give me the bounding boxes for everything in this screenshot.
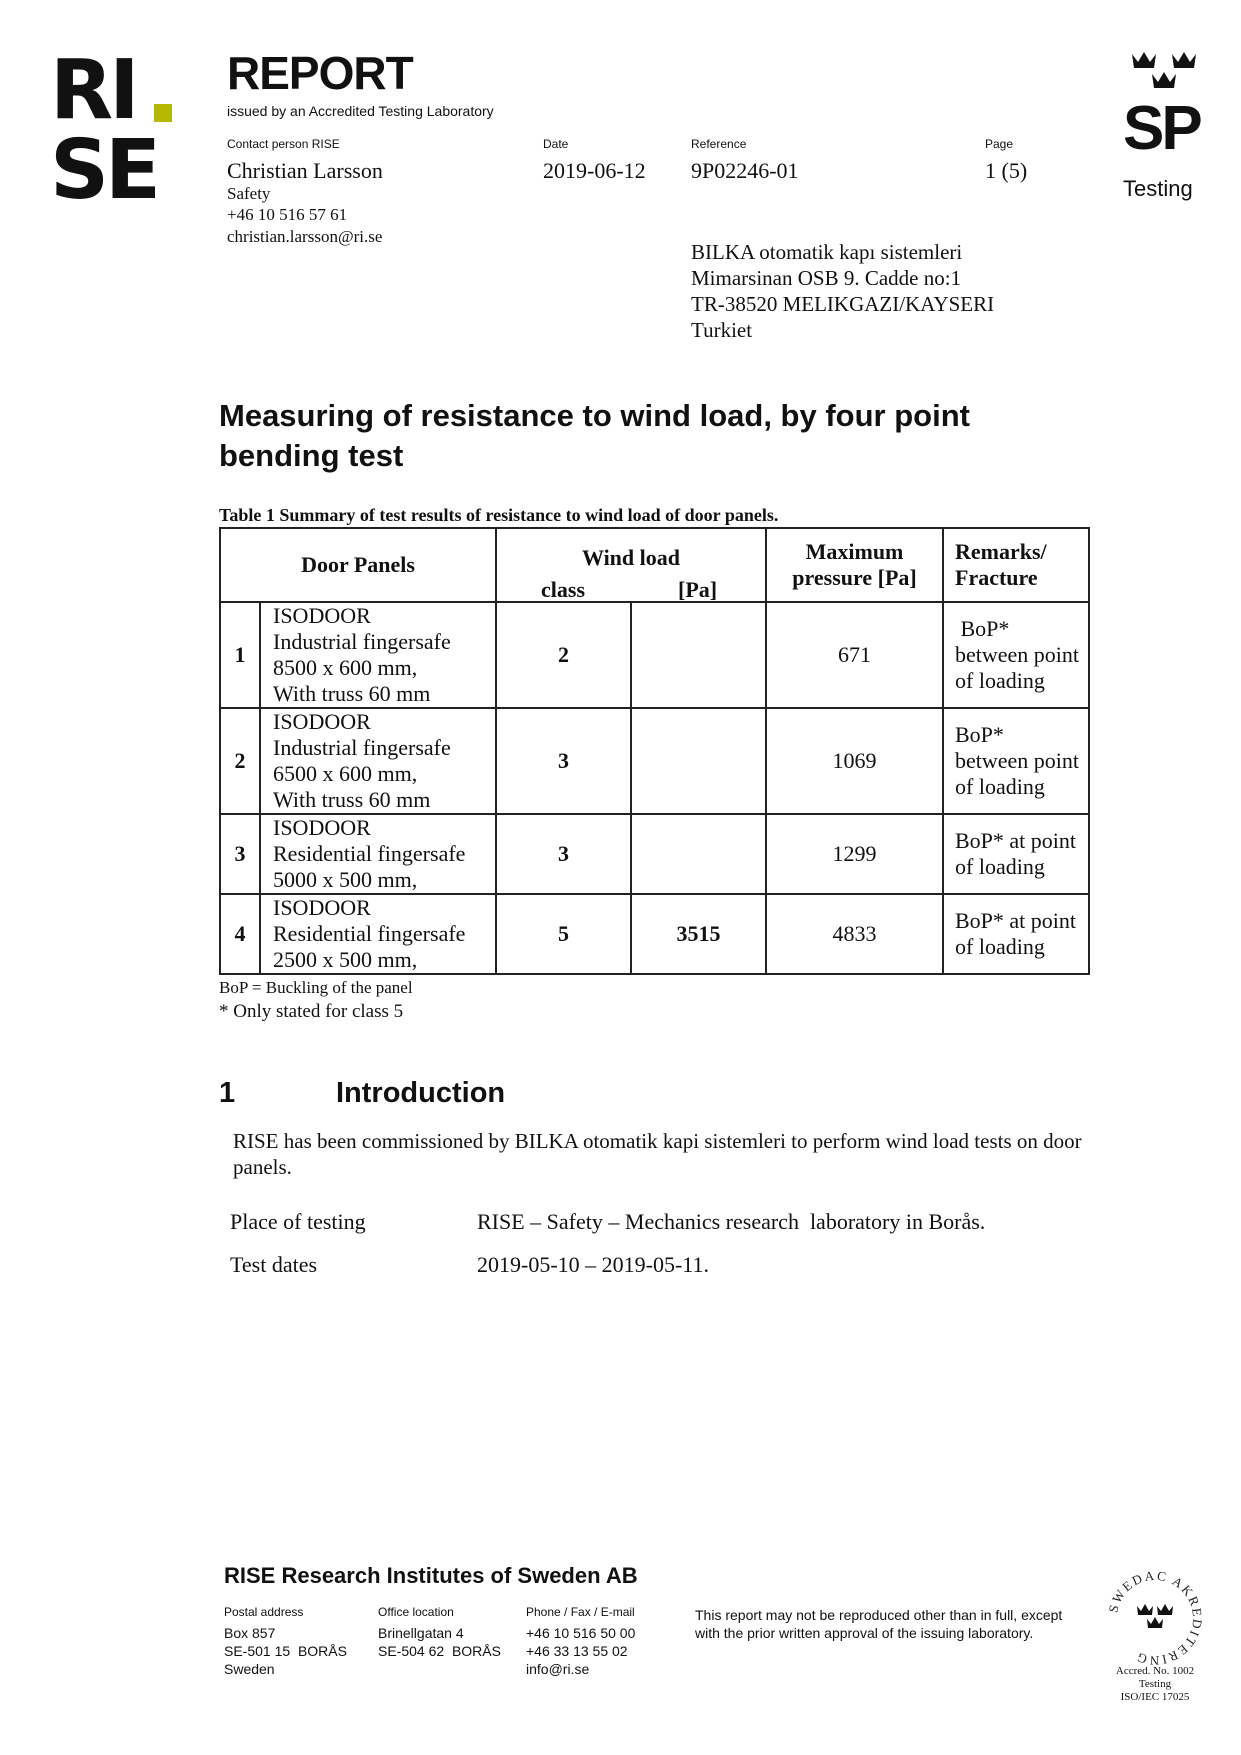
- panel-line: ISODOOR: [273, 709, 371, 734]
- report-title: REPORT: [227, 47, 413, 99]
- row-panel: [260, 894, 496, 974]
- header-wind-load: [496, 528, 766, 602]
- row-pa: [631, 708, 766, 814]
- accred-line: ISO/IEC 17025: [1120, 1691, 1190, 1703]
- contact-dept: Safety: [227, 184, 271, 203]
- remarks-line: of loading: [955, 854, 1045, 879]
- rise-logo-line2: SE: [50, 123, 158, 218]
- header-max-pressure-1: Maximum: [805, 539, 904, 564]
- sp-logo-sub: Testing: [1123, 176, 1193, 201]
- row-max-pressure: 1299: [766, 814, 943, 894]
- remarks-line: of loading: [955, 934, 1045, 959]
- test-dates-value: 2019-05-10 – 2019-05-11.: [477, 1252, 709, 1277]
- table-note-bop: BoP = Buckling of the panel: [219, 978, 413, 997]
- footer-line[interactable]: info@ri.se: [526, 1661, 590, 1677]
- panel-line: Industrial fingersafe: [273, 629, 451, 654]
- rise-logo: [50, 43, 182, 218]
- page-label: Page: [985, 137, 1014, 151]
- recipient-address: [691, 239, 994, 343]
- footer-postal-label: Postal address: [224, 1605, 304, 1619]
- accred-line: Accred. No. 1002: [1115, 1665, 1195, 1677]
- report-subtitle: issued by an Accredited Testing Laboratory: [227, 103, 494, 119]
- header-remarks-1: Remarks/: [955, 539, 1047, 564]
- recipient-line: Turkiet: [691, 318, 753, 342]
- row-class: 5: [496, 894, 631, 974]
- reference-label: Reference: [691, 137, 747, 151]
- footer-line: Box 857: [224, 1625, 276, 1641]
- panel-line: Residential fingersafe: [273, 921, 466, 946]
- row-remarks: [943, 708, 1089, 814]
- table-header-row: [220, 528, 1089, 602]
- header-remarks: [943, 528, 1089, 602]
- header-door-panels: Door Panels: [220, 528, 496, 602]
- row-remarks: [943, 814, 1089, 894]
- remarks-line: of loading: [955, 774, 1045, 799]
- header-wind-load-label: Wind load: [581, 545, 681, 570]
- table-row: [220, 894, 1089, 974]
- footer-phone-fax-email: [526, 1624, 635, 1678]
- accreditation-info: [1100, 1665, 1210, 1704]
- footer-office-label: Office location: [378, 1605, 454, 1619]
- row-number: 1: [220, 602, 260, 708]
- panel-line: Residential fingersafe: [273, 841, 466, 866]
- header-max-pressure-2: pressure [Pa]: [792, 565, 917, 590]
- row-panel: [260, 814, 496, 894]
- footer-line: Brinellgatan 4: [378, 1625, 464, 1641]
- remarks-line: between point: [955, 748, 1080, 773]
- rise-logo-line1: RI: [50, 43, 136, 138]
- panel-line: Industrial fingersafe: [273, 735, 451, 760]
- svg-text:SWEDAC AKREDITERING: SWEDAC AKREDITERING: [1105, 1568, 1205, 1668]
- table-row: [220, 814, 1089, 894]
- row-remarks: [943, 602, 1089, 708]
- panel-line: With truss 60 mm: [273, 681, 431, 706]
- header-max-pressure: [766, 528, 943, 602]
- panel-line: ISODOOR: [273, 895, 371, 920]
- contact-label: Contact person RISE: [227, 137, 340, 151]
- table-note-class5: * Only stated for class 5: [219, 1001, 404, 1022]
- row-panel: [260, 708, 496, 814]
- footer-line: +46 10 516 50 00: [526, 1625, 636, 1641]
- footer-line: Sweden: [224, 1661, 275, 1677]
- footer-disclaimer: This report may not be reproduced other than in full, except with the prior written approval of the issuing laboratory.: [695, 1607, 1063, 1641]
- recipient-line: TR-38520 MELIKGAZI/KAYSERI: [691, 292, 995, 316]
- footer-phone-label: Phone / Fax / E-mail: [526, 1605, 635, 1619]
- row-number: 3: [220, 814, 260, 894]
- reference-value: 9P02246-01: [691, 158, 799, 183]
- table-row: [220, 602, 1089, 708]
- panel-line: With truss 60 mm: [273, 787, 431, 812]
- contact-phone: +46 10 516 57 61: [227, 205, 348, 224]
- row-max-pressure: 671: [766, 602, 943, 708]
- row-class: 3: [496, 708, 631, 814]
- row-panel: [260, 602, 496, 708]
- panel-line: ISODOOR: [273, 815, 371, 840]
- sp-logo: [1120, 50, 1210, 210]
- contact-name: Christian Larsson: [227, 158, 383, 183]
- row-number: 2: [220, 708, 260, 814]
- remarks-line: BoP*: [955, 616, 1010, 641]
- place-of-testing-value: RISE – Safety – Mechanics research laboratory in Borås.: [477, 1209, 986, 1234]
- three-crowns-icon: [1128, 50, 1208, 98]
- document-title: Measuring of resistance to wind load, by four point bending test: [219, 398, 970, 473]
- remarks-line: between point: [955, 642, 1080, 667]
- panel-line: 6500 x 600 mm,: [273, 761, 418, 786]
- footer-line: +46 33 13 55 02: [526, 1643, 628, 1659]
- remarks-line: BoP* at point: [955, 908, 1077, 933]
- test-dates-label: Test dates: [230, 1252, 318, 1277]
- accred-line: Testing: [1138, 1678, 1172, 1690]
- swedac-seal-icon: [1105, 1568, 1205, 1668]
- footer-office-location: [378, 1624, 501, 1660]
- section-title: Introduction: [336, 1077, 506, 1109]
- recipient-line: Mimarsinan OSB 9. Cadde no:1: [691, 266, 962, 290]
- results-table: [219, 527, 1090, 975]
- page-value: 1 (5): [985, 158, 1028, 183]
- table-caption: Table 1 Summary of test results of resistance to wind load of door panels.: [219, 505, 779, 525]
- place-of-testing-label: Place of testing: [230, 1209, 366, 1234]
- row-remarks: [943, 894, 1089, 974]
- row-class: 2: [496, 602, 631, 708]
- panel-line: ISODOOR: [273, 603, 371, 628]
- section-body: RISE has been commissioned by BILKA otomatik kapi sistemleri to perform wind load tests on door panels.: [233, 1129, 1082, 1179]
- footer-company: RISE Research Institutes of Sweden AB: [224, 1563, 638, 1588]
- footer-postal-address: [224, 1624, 347, 1678]
- rise-logo-dot: [154, 104, 172, 122]
- table-row: [220, 708, 1089, 814]
- remarks-line: BoP*: [955, 722, 1004, 747]
- header-pa: [Pa]: [678, 577, 718, 602]
- row-pa: [631, 814, 766, 894]
- section-number: 1: [219, 1077, 236, 1109]
- row-max-pressure: 4833: [766, 894, 943, 974]
- panel-line: 5000 x 500 mm,: [273, 867, 418, 892]
- header-remarks-2: Fracture: [955, 565, 1038, 590]
- row-number: 4: [220, 894, 260, 974]
- recipient-line: BILKA otomatik kapı sistemleri: [691, 240, 963, 264]
- remarks-line: BoP* at point: [955, 828, 1077, 853]
- date-label: Date: [543, 137, 569, 151]
- contact-email[interactable]: christian.larsson@ri.se: [227, 227, 383, 246]
- date-value: 2019-06-12: [543, 158, 646, 183]
- footer-line: SE-501 15 BORÅS: [224, 1643, 347, 1659]
- remarks-line: of loading: [955, 668, 1045, 693]
- sp-logo-text: SP: [1123, 94, 1200, 163]
- row-max-pressure: 1069: [766, 708, 943, 814]
- row-pa: [631, 602, 766, 708]
- row-pa: 3515: [631, 894, 766, 974]
- header-class: class: [541, 577, 585, 602]
- footer-line: SE-504 62 BORÅS: [378, 1643, 501, 1659]
- panel-line: 8500 x 600 mm,: [273, 655, 418, 680]
- panel-line: 2500 x 500 mm,: [273, 947, 418, 972]
- row-class: 3: [496, 814, 631, 894]
